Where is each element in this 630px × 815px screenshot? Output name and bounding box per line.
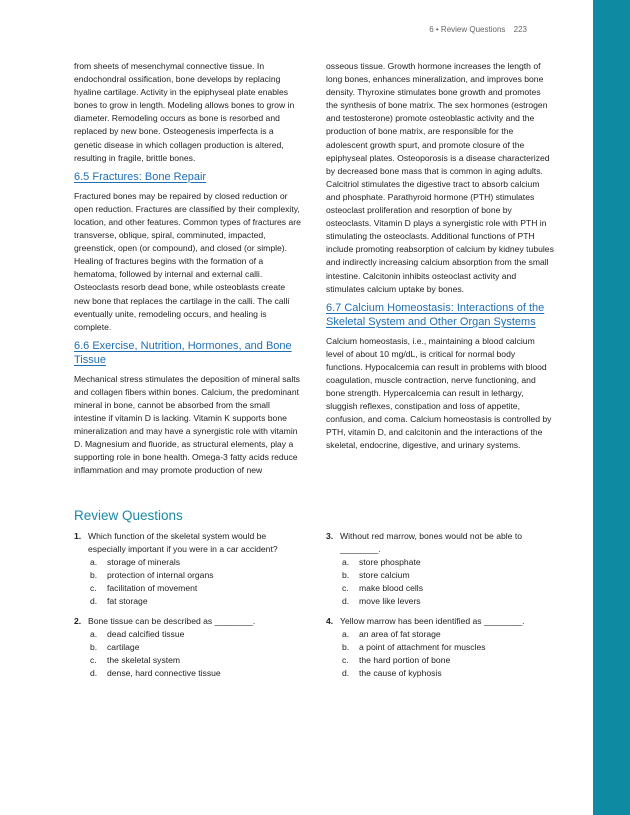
- option-text: a point of attachment for muscles: [359, 642, 486, 652]
- question-3: [326, 530, 554, 608]
- answer-option-a: [326, 556, 554, 569]
- option-text: dense, hard connective tissue: [107, 668, 221, 678]
- section-6-6-link[interactable]: 6.6 Exercise, Nutrition, Hormones, and Bone Tissue: [74, 339, 292, 366]
- question-text: Yellow marrow has been identified as ________.: [340, 616, 525, 626]
- left-text-column: [74, 60, 302, 483]
- option-letter: a.: [342, 629, 350, 639]
- option-letter: c.: [342, 583, 349, 593]
- answer-option-b: [74, 641, 302, 654]
- page-number: 223: [513, 25, 527, 34]
- answer-option-d: [74, 667, 302, 680]
- option-text: store phosphate: [359, 557, 421, 567]
- option-text: dead calcified tissue: [107, 629, 185, 639]
- option-text: cartilage: [107, 642, 140, 652]
- question-1: [74, 530, 302, 608]
- option-letter: c.: [90, 655, 97, 665]
- answer-option-a: [326, 628, 554, 641]
- page-edge-color-bar: [593, 0, 630, 815]
- option-letter: b.: [90, 642, 98, 652]
- option-text: an area of fat storage: [359, 629, 441, 639]
- questions-left-column: [74, 530, 302, 687]
- answer-option-c: [74, 654, 302, 667]
- question-text: Without red marrow, bones would not be able to ________.: [340, 531, 523, 554]
- section-6-5-link[interactable]: 6.5 Fractures: Bone Repair: [74, 170, 207, 183]
- questions-right-column: [326, 530, 554, 687]
- answer-option-d: [74, 595, 302, 608]
- question-text: Which function of the skeletal system would be especially important if you were in a car accident?: [88, 531, 278, 554]
- option-letter: d.: [342, 596, 350, 606]
- running-title: 6 • Review Questions: [429, 25, 506, 34]
- option-text: move like levers: [359, 596, 421, 606]
- option-text: the skeletal system: [107, 655, 181, 665]
- answer-option-c: [326, 654, 554, 667]
- option-letter: a.: [90, 629, 98, 639]
- answer-option-b: [74, 569, 302, 582]
- option-text: make blood cells: [359, 583, 424, 593]
- option-letter: d.: [342, 668, 350, 678]
- question-text: Bone tissue can be described as ________.: [88, 616, 256, 626]
- option-letter: d.: [90, 596, 98, 606]
- option-letter: d.: [90, 668, 98, 678]
- option-text: store calcium: [359, 570, 410, 580]
- answer-option-d: [326, 595, 554, 608]
- section-6-7-link[interactable]: 6.7 Calcium Homeostasis: Interactions of the Skeletal System and Other Organ Systems: [326, 301, 545, 328]
- answer-option-a: [74, 628, 302, 641]
- right-text-column: [326, 60, 554, 458]
- option-letter: b.: [342, 642, 350, 652]
- answer-option-c: [74, 582, 302, 595]
- intro-paragraph: from sheets of mesenchymal connective tissue. In endochondral ossification, bone develops by replacing hyaline cartilage. Activity in the epiphyseal plate enables bones to grow in length. Modeling allows bones to grow in diameter. Remodeling occurs as bone is resorbed and replaced by new bone. Osteogenesis imperfecta is a genetic disease in which collagen production is altered, resulting in fragile, brittle bones.: [74, 61, 295, 163]
- review-questions-title: Review Questions: [74, 508, 183, 523]
- option-letter: c.: [90, 583, 97, 593]
- question-2: [74, 615, 302, 680]
- section-6-7-paragraph: Calcium homeostasis, i.e., maintaining a blood calcium level of about 10 mg/dL, is critical for normal body functions. Hypocalcemia can result in problems with blood coagulation, muscle contraction, nerve functioning, and bone strength. Hypercalcemia can result in lethargy, sluggish reflexes, constipation and loss of appetite, confusion, and coma. Calcium homeostasis is controlled by PTH, vitamin D, and calcitonin and the interactions of the skeletal, endocrine, digestive, and urinary systems.: [326, 335, 552, 451]
- option-text: protection of internal organs: [107, 570, 214, 580]
- answer-option-b: [326, 641, 554, 654]
- section-6-6-paragraph: Mechanical stress stimulates the deposition of mineral salts and collagen fibers within bones. Calcium, the predominant mineral in bone, cannot be absorbed from the small intestine if vitamin D is lacking. Vitamin K supports bone mineralization and may have a synergistic role with vitamin D. Magnesium and fluoride, as structural elements, play a supporting role in bone health. Omega-3 fatty acids reduce inflammation and may promote production of new: [74, 373, 300, 476]
- question-number: 3.: [326, 531, 334, 541]
- option-letter: a.: [342, 557, 350, 567]
- option-letter: b.: [90, 570, 98, 580]
- option-text: the cause of kyphosis: [359, 668, 442, 678]
- section-6-5-paragraph: Fractured bones may be repaired by closed reduction or open reduction. Fractures are classified by their complexity, location, and other features. Common types of fractures are transverse, oblique, spiral, comminuted, impacted, greenstick, open (or compound), and closed (or simple). Healing of fractures begins with the formation of a hematoma, followed by internal and external calli. Osteoclasts resorb dead bone, while osteoblasts create new bone that replaces the cartilage in the calli. The calli eventually unite, remodeling occurs, and healing is complete.: [74, 190, 301, 332]
- answer-option-a: [74, 556, 302, 569]
- option-text: facilitation of movement: [107, 583, 198, 593]
- question-4: [326, 615, 554, 680]
- question-number: 1.: [74, 531, 82, 541]
- question-number: 4.: [326, 616, 334, 626]
- answer-option-b: [326, 569, 554, 582]
- option-text: storage of minerals: [107, 557, 181, 567]
- answer-option-d: [326, 667, 554, 680]
- answer-option-c: [326, 582, 554, 595]
- option-letter: a.: [90, 557, 98, 567]
- question-number: 2.: [74, 616, 82, 626]
- continued-paragraph: osseous tissue. Growth hormone increases the length of long bones, enhances mineralization, and improves bone density. Thyroxine stimulates bone growth and promotes the synthesis of bone matrix. The sex hormones (estrogen and testosterone) promote osteoblastic activity and the production of bone matrix, are responsible for the adolescent growth spurt, and promote closure of the epiphyseal plates. Osteoporosis is a disease characterized by decreased bone mass that is common in aging adults. Calcitriol stimulates the digestive tract to absorb calcium and phosphate. Parathyroid hormone (PTH) stimulates osteoclast proliferation and resorption of bone by osteoclasts. Vitamin D plays a synergistic role with PTH in stimulating the osteoclasts. Additional functions of PTH include promoting reabsorption of calcium by kidney tubules and indirectly increasing calcium absorption from the small intestine. Calcitonin inhibits osteoclast activity and stimulates calcium uptake by bones.: [326, 61, 554, 294]
- option-text: the hard portion of bone: [359, 655, 451, 665]
- option-letter: c.: [342, 655, 349, 665]
- option-letter: b.: [342, 570, 350, 580]
- running-header: [300, 25, 527, 34]
- option-text: fat storage: [107, 596, 148, 606]
